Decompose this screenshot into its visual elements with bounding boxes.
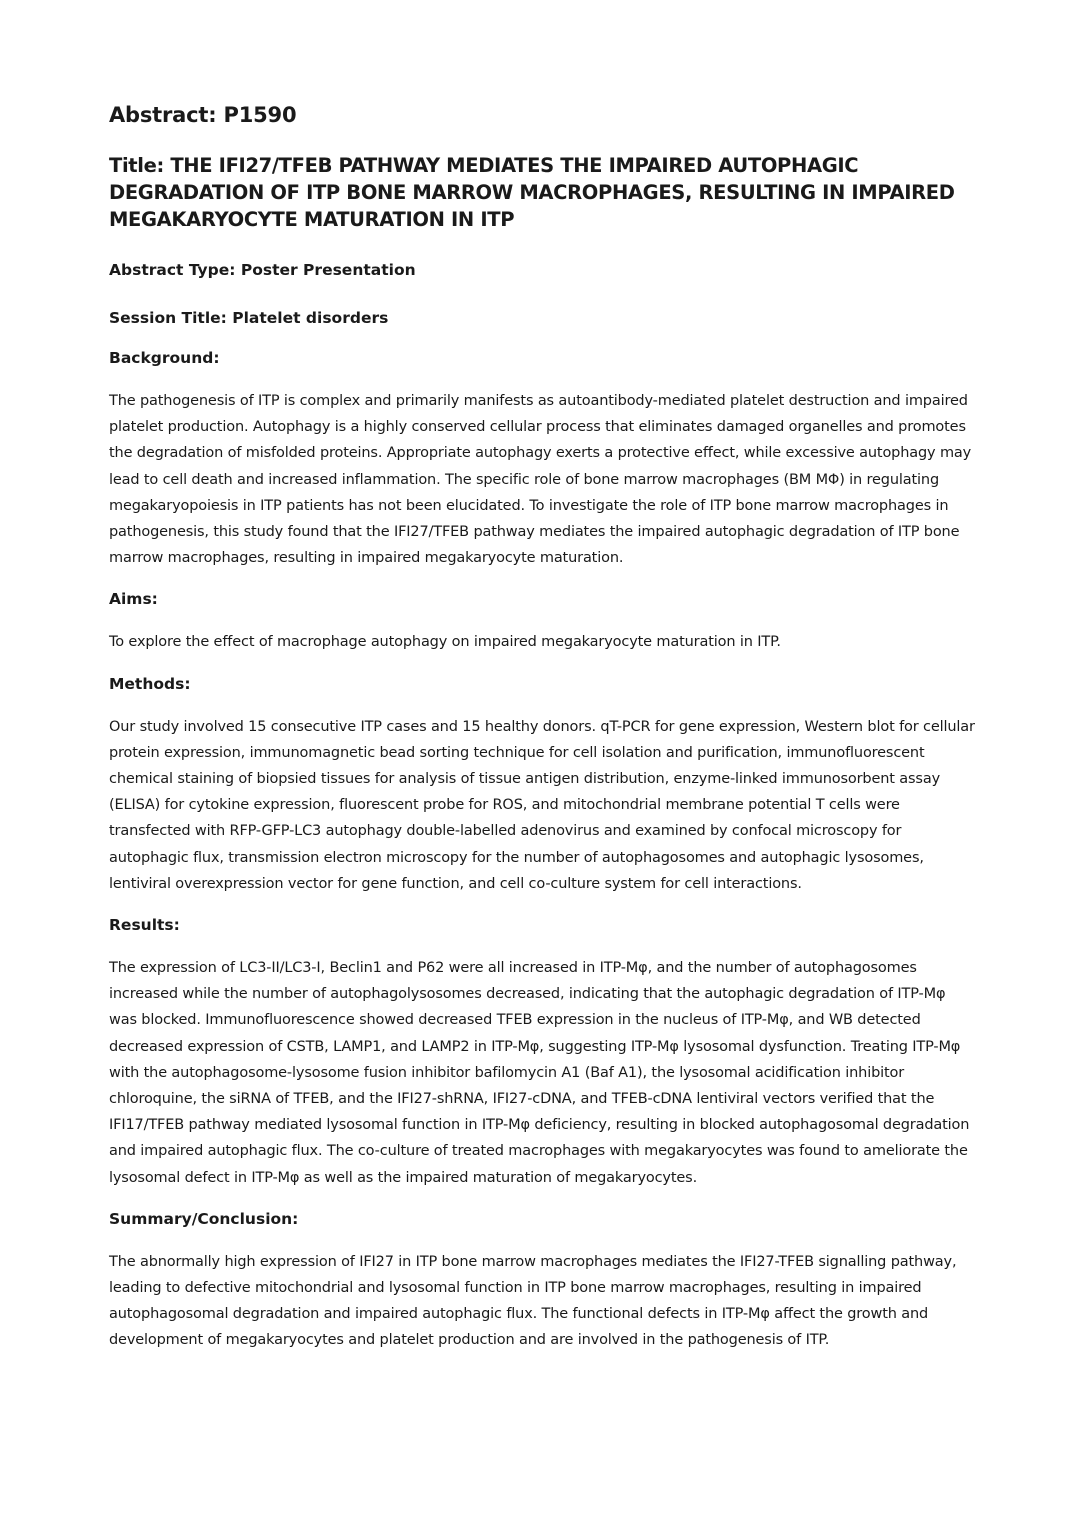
methods-heading: Methods: [109, 674, 191, 693]
results-text: The expression of LC3-II/LC3-I, Beclin1 and P62 were all increased in ITP-Mφ, and the number of autophagosomes increased while the number of autophagolysosomes decreased, indicating that the autophagic degradation of ITP-Mφ was blocked. Immunofluorescence showed decreased TFEB expression in the nucleus of ITP-Mφ, and WB detected decreased expression of CSTB, LAMP1, and LAMP2 in ITP-Mφ, suggesting ITP-Mφ lysosomal dysfunction. Treating ITP-Mφ with the autophagosome-lysosome fusion inhibitor bafilomycin A1 (Baf A1), the lysosomal acidification inhibitor chloroquine, the siRNA of TFEB, and the IFI27-shRNA, IFI27-cDNA, and TFEB-cDNA lentiviral vectors verified that the IFI17/TFEB pathway mediated lysosomal function in ITP-Mφ deficiency, resulting in blocked autophagosomal degradation and impaired autophagic flux. The co-culture of treated macrophages with megakaryocytes was found to ameliorate the lysosomal defect in ITP-Mφ as well as the impaired maturation of megakaryocytes. [109, 960, 970, 1186]
methods-text: Our study involved 15 consecutive ITP cases and 15 healthy donors. qT-PCR for gene expression, Western blot for cellular protein expression, immunomagnetic bead sorting technique for cell isolation and purification, immunofluorescent chemical staining of biopsied tissues for analysis of tissue antigen distribution, enzyme-linked immunosorbent assay (ELISA) for cytokine expression, fluorescent probe for ROS, and mitochondrial membrane potential T cells were transfected with RFP-GFP-LC3 autophagy double-labelled adenovirus and examined by confocal microscopy for autophagic flux, transmission electron microscopy for the number of autophagosomes and autophagic lysosomes, lentiviral overexpression vector for gene function, and cell co-culture system for cell interactions. [109, 718, 975, 892]
conclusion-text: The abnormally high expression of IFI27 in ITP bone marrow macrophages mediates the IFI27-TFEB signalling pathway, leading to defective mitochondrial and lysosomal function in ITP bone marrow macrophages, resulting in impaired autophagosomal degradation and impaired autophagic flux. The functional defects in ITP-Mφ affect the growth and development of megakaryocytes and platelet production and are involved in the pathogenesis of ITP. [109, 1253, 957, 1349]
aims-heading: Aims: [109, 590, 158, 609]
background-text: The pathogenesis of ITP is complex and primarily manifests as autoantibody-mediated platelet destruction and impaired platelet production. Autophagy is a highly conserved cellular process that eliminates damaged organelles and promotes the degradation of misfolded proteins. Appropriate autophagy exerts a protective effect, while excessive autophagy may lead to cell death and increased inflammation. The specific role of bone marrow macrophages (BM MΦ) in regulating megakaryopoiesis in ITP patients has not been elucidated. To investigate the role of ITP bone marrow macrophages in pathogenesis, this study found that the IFI27/TFEB pathway mediates the impaired autophagic degradation of ITP bone marrow macrophages, resulting in impaired megakaryocyte maturation. [109, 393, 972, 567]
section-methods [109, 673, 975, 897]
conclusion-heading: Summary/Conclusion: [109, 1209, 299, 1228]
abstract-page [109, 100, 975, 1371]
aims-text: To explore the effect of macrophage autophagy on impaired megakaryocyte maturation in ITP. [109, 634, 781, 651]
abstract-number: Abstract: P1590 [109, 103, 297, 127]
section-aims [109, 588, 975, 655]
session-title: Session Title: Platelet disorders [109, 309, 389, 327]
section-background [109, 347, 975, 571]
background-heading: Background: [109, 349, 220, 367]
results-heading: Results: [109, 916, 180, 935]
section-conclusion [109, 1208, 975, 1354]
abstract-type: Abstract Type: Poster Presentation [109, 261, 416, 279]
section-results [109, 914, 975, 1191]
abstract-title: Title: THE IFI27/TFEB PATHWAY MEDIATES THE IMPAIRED AUTOPHAGIC DEGRADATION OF ITP BONE MARROW MACROPHAGES, RESULTING IN IMPAIRED MEGAKARYOCYTE MATURATION IN ITP [109, 154, 955, 231]
